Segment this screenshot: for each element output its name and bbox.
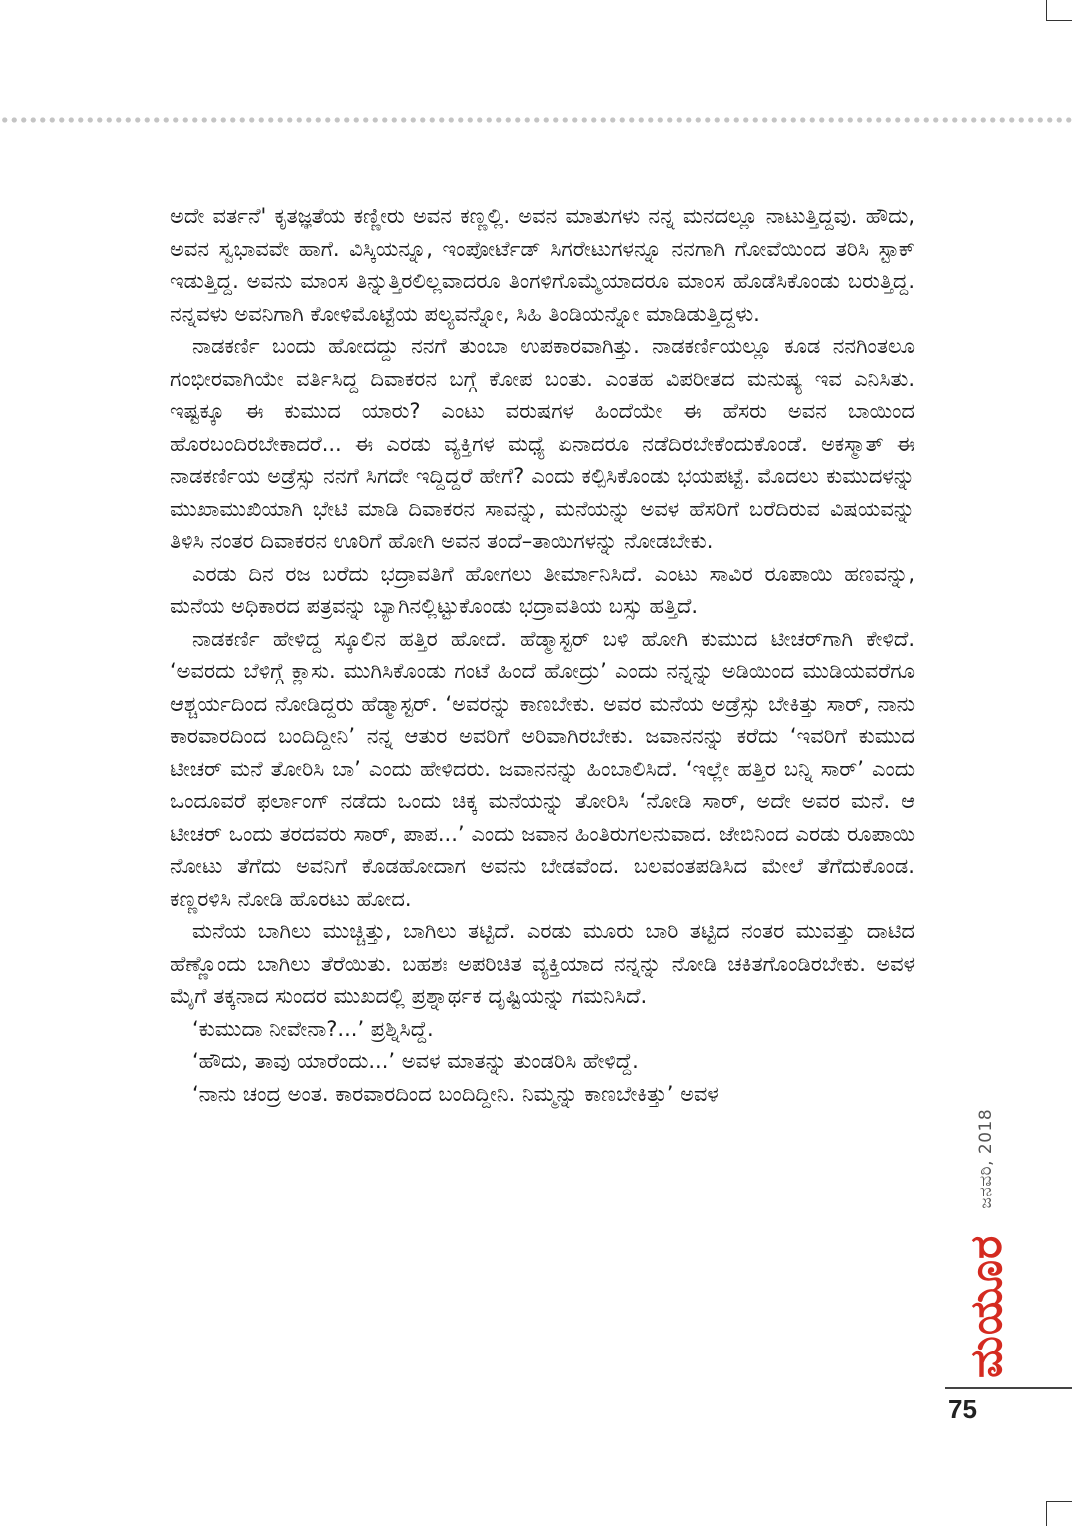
magazine-masthead: ಮಯೂರ xyxy=(960,1234,1012,1378)
paragraph-3: ಎರಡು ದಿನ ರಜ ಬರೆದು ಭದ್ರಾವತಿಗೆ ಹೋಗಲು ತೀರ್ಮಾನಿಸಿದೆ. ಎಂಟು ಸಾವಿರ ರೂಪಾಯಿ ಹಣವನ್ನು, ಮನೆಯ ಅಧಿಕಾರದ ಪತ್ರವನ್ನು ಬ್ಯಾಗಿನಲ್ಲಿಟ್ಟುಕೊಂಡು ಭದ್ರಾವತಿಯ ಬಸ್ಸು ಹತ್ತಿದೆ. xyxy=(170,561,915,618)
paragraph-5: ಮನೆಯ ಬಾಗಿಲು ಮುಚ್ಚಿತ್ತು, ಬಾಗಿಲು ತಟ್ಟಿದೆ. ಎರಡು ಮೂರು ಬಾರಿ ತಟ್ಟಿದ ನಂತರ ಮುವತ್ತು ದಾಟಿದ ಹೆಣ್ಣೊಂದು ಬಾಗಿಲು ತೆರೆಯಿತು. ಬಹಶಃ ಅಪರಿಚಿತ ವ್ಯಕ್ತಿಯಾದ ನನ್ನನ್ನು ನೋಡಿ ಚಕಿತಗೊಂಡಿರಬೇಕು. ಅವಳ ಮೈಗೆ ತಕ್ಕನಾದ ಸುಂದರ ಮುಖದಲ್ಲಿ ಪ್ರಶ್ನಾರ್ಥಕ ದೃಷ್ಟಿಯನ್ನು ಗಮನಿಸಿದೆ. xyxy=(170,919,915,1008)
page-number-rule xyxy=(945,1387,1072,1389)
paragraph-8: ‘ನಾನು ಚಂದ್ರ ಅಂತ. ಕಾರವಾರದಿಂದ ಬಂದಿದ್ದೀನಿ. ನಿಮ್ಮನ್ನು ಕಾಣಬೇಕಿತ್ತು’ ಅವಳ xyxy=(192,1081,719,1106)
article-body xyxy=(170,200,915,1110)
crop-mark-top-right xyxy=(1046,0,1072,21)
page-number: 75 xyxy=(948,1394,977,1424)
dotted-header-rule xyxy=(0,116,1072,124)
sidebar-masthead-strip xyxy=(948,1100,1024,1378)
paragraph-4: ನಾಡಕರ್ಣಿ ಹೇಳಿದ್ದ ಸ್ಕೂಲಿನ ಹತ್ತಿರ ಹೋದೆ. ಹೆಡ್ಮಾಸ್ಟರ್ ಬಳಿ ಹೋಗಿ ಕುಮುದ ಟೀಚರ್‌ಗಾಗಿ ಕೇಳಿದೆ. ‘ಅವರದು ಬೆಳಿಗ್ಗೆ ಕ್ಲಾಸು. ಮುಗಿಸಿಕೊಂಡು ಗಂಟೆ ಹಿಂದೆ ಹೋದ್ರು’ ಎಂದು ನನ್ನನ್ನು ಅಡಿಯಿಂದ ಮುಡಿಯವರೆಗೂ ಆಶ್ಚರ್ಯದಿಂದ ನೋಡಿದ್ದರು ಹೆಡ್ಮಾಸ್ಟರ್. ‘ಅವರನ್ನು ಕಾಣಬೇಕು. ಅವರ ಮನೆಯ ಅಡ್ರೆಸ್ಸು ಬೇಕಿತ್ತು ಸಾರ್, ನಾನು ಕಾರವಾರದಿಂದ ಬಂದಿದ್ದೀನಿ’ ನನ್ನ ಆತುರ ಅವರಿಗೆ ಅರಿವಾಗಿರಬೇಕು. ಜವಾನನನ್ನು ಕರೆದು ‘ಇವರಿಗೆ ಕುಮುದ ಟೀಚರ್ ಮನೆ ತೋರಿಸಿ ಬಾ’ ಎಂದು ಹೇಳಿದರು. ಜವಾನನನ್ನು ಹಿಂಬಾಲಿಸಿದೆ. ‘ಇಲ್ಲೇ ಹತ್ತಿರ ಬನ್ನಿ ಸಾರ್’ ಎಂದು ಒಂದೂವರೆ ಫರ್ಲಾಂಗ್ ನಡೆದು ಒಂದು ಚಿಕ್ಕ ಮನೆಯನ್ನು ತೋರಿಸಿ ‘ನೋಡಿ ಸಾರ್, ಅದೇ ಅವರ ಮನೆ. ಆ ಟೀಚರ್ ಒಂದು ತರದವರು ಸಾರ್, ಪಾಪ...’ ಎಂದು ಜವಾನ ಹಿಂತಿರುಗಲನುವಾದ. ಜೇಬಿನಿಂದ ಎರಡು ರೂಪಾಯಿ ನೋಟು ತೆಗೆದು ಅವನಿಗೆ ಕೊಡಹೋದಾಗ ಅವನು ಬೇಡವೆಂದ. ಬಲವಂತಪಡಿಸಿದ ಮೇಲೆ ತೆಗೆದುಕೊಂಡ. ಕಣ್ಣರಳಿಸಿ ನೋಡಿ ಹೊರಟು ಹೋದ. xyxy=(170,626,915,911)
paragraph-1: ಅದೇ ವರ್ತನೆ' ಕೃತಜ್ಞತೆಯ ಕಣ್ಣೀರು ಅವನ ಕಣ್ಣಲ್ಲಿ. ಅವನ ಮಾತುಗಳು ನನ್ನ ಮನದಲ್ಲೂ ನಾಟುತ್ತಿದ್ದವು. ಹೌದು, ಅವನ ಸ್ವಭಾವವೇ ಹಾಗೆ. ವಿಸ್ಕಿಯನ್ನೂ, ಇಂಪೋರ್ಟೆಡ್ ಸಿಗರೇಟುಗಳನ್ನೂ ನನಗಾಗಿ ಗೋವೆಯಿಂದ ತರಿಸಿ ಸ್ಟಾಕ್ ಇಡುತ್ತಿದ್ದ. ಅವನು ಮಾಂಸ ತಿನ್ನುತ್ತಿರಲಿಲ್ಲವಾದರೂ ತಿಂಗಳಿಗೊಮ್ಮೆಯಾದರೂ ಮಾಂಸ ಹೊಡೆಸಿಕೊಂಡು ಬರುತ್ತಿದ್ದ. ನನ್ನವಳು ಅವನಿಗಾಗಿ ಕೋಳಿಮೊಟ್ಟೆಯ ಪಲ್ಯವನ್ನೋ, ಸಿಹಿ ತಿಂಡಿಯನ್ನೋ ಮಾಡಿಡುತ್ತಿದ್ದಳು. xyxy=(170,204,915,326)
paragraph-6: ‘ಕುಮುದಾ ನೀವೇನಾ?...’ ಪ್ರಶ್ನಿಸಿದ್ದೆ. xyxy=(192,1016,434,1041)
paragraph-2: ನಾಡಕರ್ಣಿ ಬಂದು ಹೋದದ್ದು ನನಗೆ ತುಂಬಾ ಉಪಕಾರವಾಗಿತ್ತು. ನಾಡಕರ್ಣಿಯಲ್ಲೂ ಕೂಡ ನನಗಿಂತಲೂ ಗಂಭೀರವಾಗಿಯೇ ವರ್ತಿಸಿದ್ದ ದಿವಾಕರನ ಬಗ್ಗೆ ಕೋಪ ಬಂತು. ಎಂತಹ ವಿಪರೀತದ ಮನುಷ್ಯ ಇವ ಎನಿಸಿತು. ಇಷ್ಟಕ್ಕೂ ಈ ಕುಮುದ ಯಾರು? ಎಂಟು ವರುಷಗಳ ಹಿಂದೆಯೇ ಈ ಹೆಸರು ಅವನ ಬಾಯಿಂದ ಹೊರಬಂದಿರಬೇಕಾದರೆ... ಈ ಎರಡು ವ್ಯಕ್ತಿಗಳ ಮಧ್ಯೆ ಏನಾದರೂ ನಡೆದಿರಬೇಕೆಂದುಕೊಂಡೆ. ಅಕಸ್ಮಾತ್ ಈ ನಾಡಕರ್ಣಿಯ ಅಡ್ರೆಸ್ಸು ನನಗೆ ಸಿಗದೇ ಇದ್ದಿದ್ದರೆ ಹೇಗೆ? ಎಂದು ಕಲ್ಪಿಸಿಕೊಂಡು ಭಯಪಟ್ಟೆ. ಮೊದಲು ಕುಮುದಳನ್ನು ಮುಖಾಮುಖಿಯಾಗಿ ಭೇಟಿ ಮಾಡಿ ದಿವಾಕರನ ಸಾವನ್ನು, ಮನೆಯನ್ನು ಅವಳ ಹೆಸರಿಗೆ ಬರೆದಿರುವ ವಿಷಯವನ್ನು ತಿಳಿಸಿ ನಂತರ ದಿವಾಕರನ ಊರಿಗೆ ಹೋಗಿ ಅವನ ತಂದೆ–ತಾಯಿಗಳನ್ನು ನೋಡಬೇಕು. xyxy=(170,334,915,553)
paragraph-7: ‘ಹೌದು, ತಾವು ಯಾರೆಂದು...’ ಅವಳ ಮಾತನ್ನು ತುಂಡರಿಸಿ ಹೇಳಿದ್ದೆ. xyxy=(192,1049,639,1073)
crop-mark-bottom-right xyxy=(1046,1501,1072,1526)
sidebar-vertical-text xyxy=(948,1100,1024,1378)
issue-date: ಜನವರಿ, 2018 xyxy=(976,1108,996,1209)
